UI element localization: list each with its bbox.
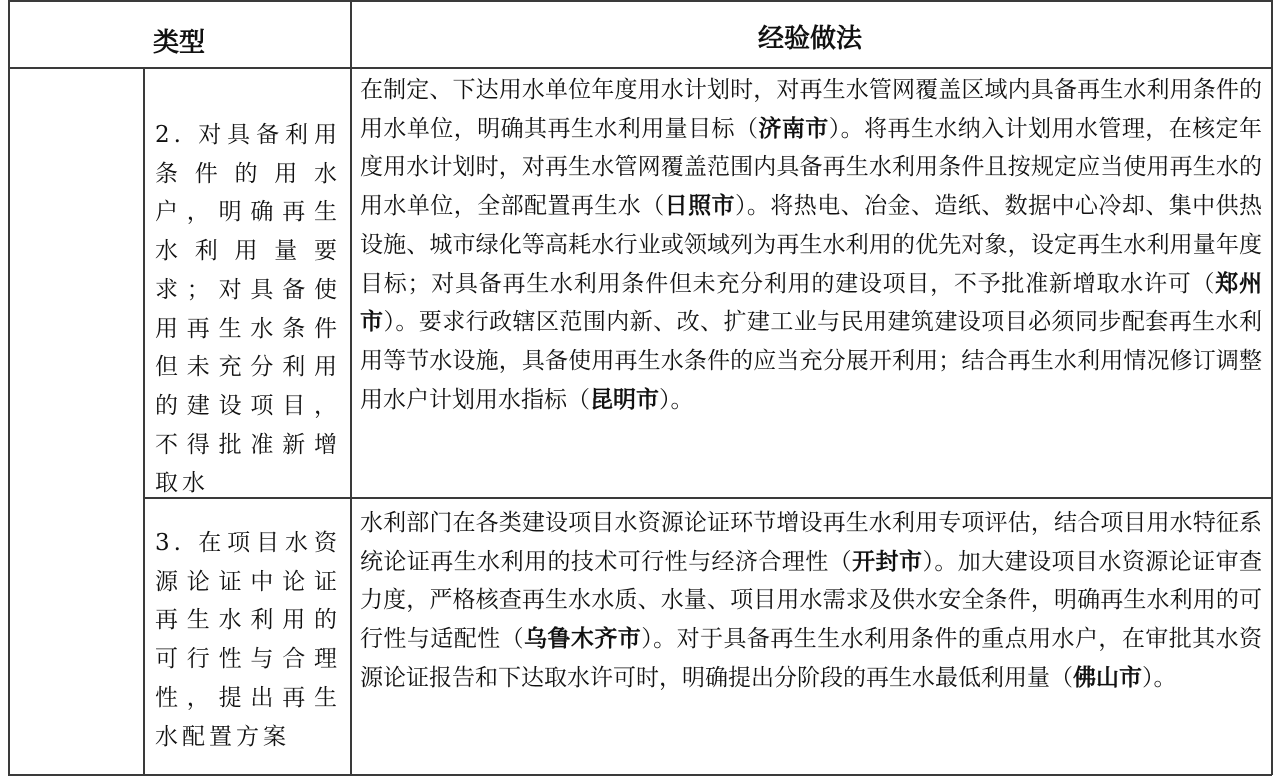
- practice-text: ）。: [659, 386, 694, 413]
- type-practice-column-border: [350, 0, 352, 775]
- row-2-practice: [360, 504, 1262, 698]
- practice-text: ）。加大建设项目水资源论证审查力度，严格核查再生水水质、水量、项目用水需求及供水安全条件，明确再生水利用的可行性与适配性（: [360, 548, 1263, 653]
- header-bottom-border: [8, 67, 1272, 69]
- table-top-border: [8, 0, 1272, 2]
- city-name: 开封市: [852, 548, 923, 575]
- subcategory-column-border: [143, 67, 145, 775]
- row-1-practice: [360, 71, 1262, 419]
- practice-text: 水利部门在各类建设项目水资源论证环节增设再生水利用专项评估，结合项目用水特征系统论证再生水利用的技术可行性与经济合理性（: [360, 510, 1262, 575]
- city-name: 日照市: [664, 193, 735, 220]
- practice-text: 在制定、下达用水单位年度用水计划时，对再生水管网覆盖区域内具备再生水利用条件的用水单位，明确其再生水利用量目标（: [360, 77, 1262, 142]
- practice-text: ）。对于具备再生生水利用条件的重点用水户，在审批其水资源论证报告和下达取水许可时，明确提出分阶段的再生水最低利用量（: [360, 626, 1263, 691]
- header-type: 类型: [153, 28, 206, 58]
- city-name: 昆明市: [590, 386, 659, 413]
- practice-text: ）。: [1142, 664, 1177, 691]
- row-2-type: 3. 在项目水资源论证中论证再生水利用的可行性与合理性，提出再生水配置方案: [155, 530, 341, 750]
- practice-text: ）。将再生水纳入计划用水管理，在核定年度用水计划时，对再生水管网覆盖范围内具备再生水利用条件且按规定应当使用再生水的用水单位，全部配置再生水（: [360, 115, 1263, 220]
- city-name: 佛山市: [1073, 664, 1142, 691]
- table-left-border: [8, 0, 10, 775]
- city-name: 乌鲁木齐市: [524, 626, 642, 653]
- city-name: 济南市: [758, 115, 829, 142]
- table-right-border: [1271, 0, 1273, 775]
- header-practice: 经验做法: [758, 24, 863, 54]
- practice-text: ）。将热电、冶金、造纸、数据中心冷却、集中供热设施、城市绿化等高耗水行业或领域列为再生水利用的优先对象，设定再生水利用量年度目标；对具备再生水利用条件但未充分利用的建设项目，不予批准新增取水许可（: [360, 193, 1263, 297]
- practice-text: ）。要求行政辖区范围内新、改、扩建工业与民用建筑建设项目必须同步配套再生水利用等节水设施，具备使用再生水条件的应当充分展开利用；结合再生水利用情况修订调整用水户计划用水指标（: [360, 309, 1263, 413]
- city-name: 郑州市: [360, 270, 1263, 336]
- row-1-type: 2. 对具备利用条件的用水户，明确再生水利用量要求；对具备使用再生水条件但未充分利用的建设项目，不得批准新增取水: [155, 122, 341, 497]
- table-bottom-border: [8, 774, 1272, 776]
